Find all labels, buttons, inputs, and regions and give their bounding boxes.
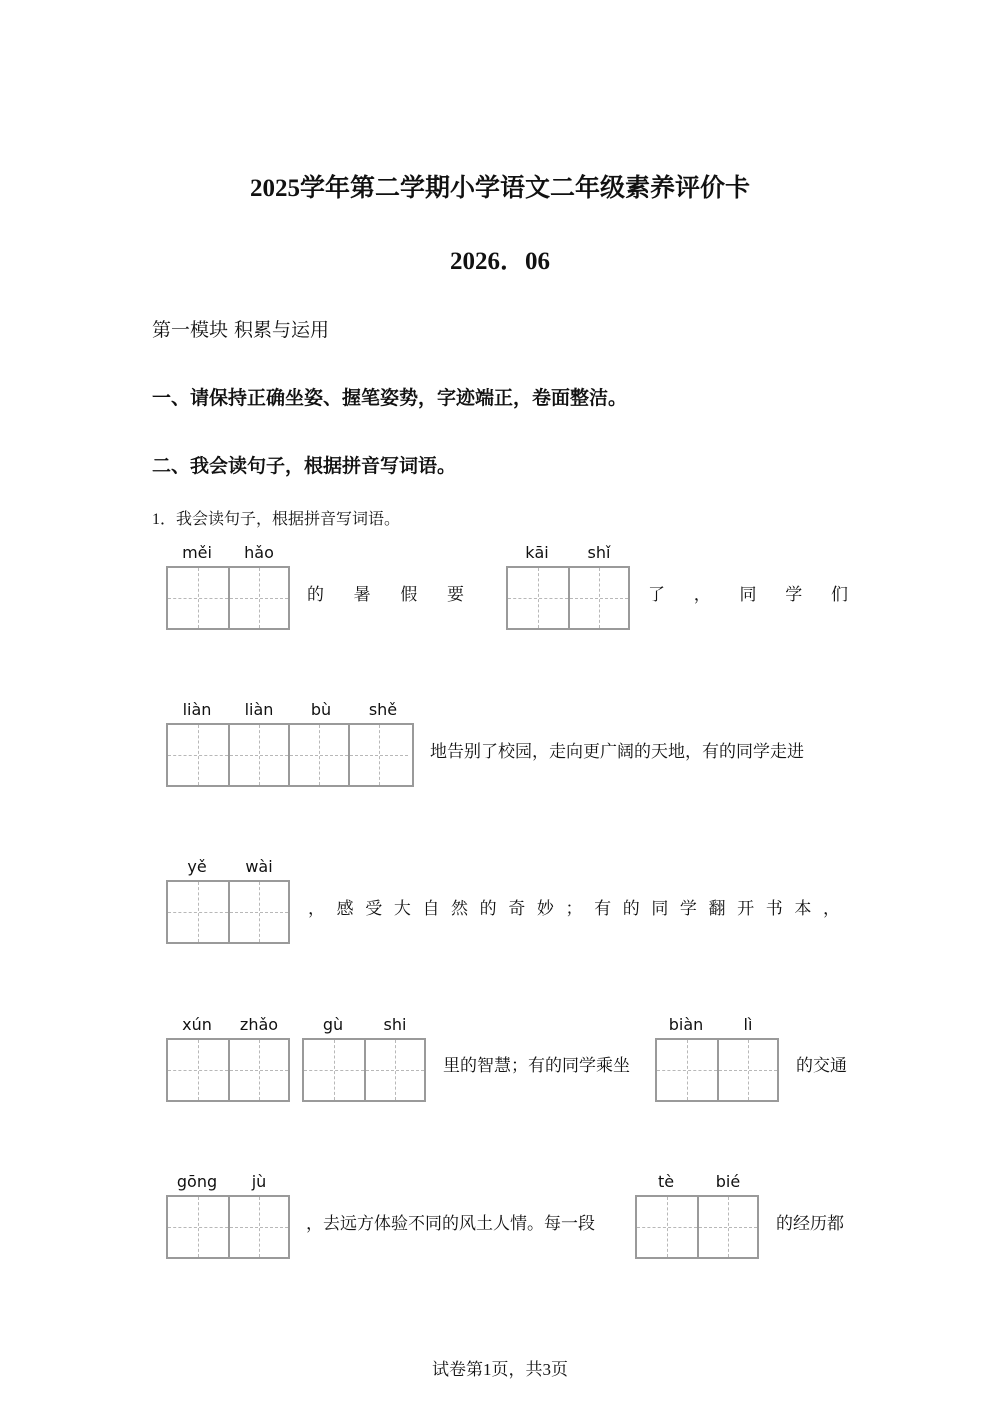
question-number: 1．	[152, 511, 177, 528]
text-char: 要	[446, 585, 464, 605]
pinyin-label: shi	[383, 1015, 407, 1034]
text-char: 暑	[353, 585, 371, 605]
text-char: 翻	[708, 899, 726, 919]
pinyin-label: liàn	[244, 700, 274, 719]
writing-box[interactable]	[228, 882, 288, 942]
writing-box[interactable]	[717, 1040, 777, 1100]
module-heading: 第一模块 积累与运用	[152, 319, 330, 341]
word-group-bianli	[655, 1015, 779, 1102]
question-text: 我会读句子，根据拼音写词语。	[176, 509, 401, 528]
word-group-xunzhao	[166, 1015, 290, 1102]
page-footer: 试卷第1页，共3页	[432, 1360, 568, 1379]
text-char: 的	[307, 585, 324, 605]
writing-box[interactable]	[168, 568, 228, 628]
section-1-heading: 一、请保持正确坐姿、握笔姿势，字迹端正，卷面整洁。	[152, 387, 628, 409]
sentence-text-row2: 地告别了校园，走向更广阔的天地，有的同学走进	[430, 742, 804, 762]
text-char: 妙	[536, 899, 554, 919]
pinyin-label: hǎo	[244, 543, 274, 562]
pinyin-label: tè	[657, 1172, 675, 1191]
text-char: 开	[737, 899, 755, 919]
text-char: 了	[648, 585, 665, 605]
text-char: 的	[479, 899, 497, 919]
writing-box[interactable]	[637, 1197, 697, 1257]
text-char: 然	[451, 899, 469, 919]
text-char: 大	[393, 899, 411, 919]
writing-box[interactable]	[168, 1040, 228, 1100]
text-char: 有	[594, 899, 612, 919]
writing-box[interactable]	[288, 725, 348, 785]
pinyin-label: liàn	[182, 700, 212, 719]
sentence-text-row5-b: 的经历都	[776, 1214, 844, 1234]
word-group-gushi	[302, 1015, 426, 1102]
sentence-text-row4-a: 里的智慧；有的同学乘坐	[443, 1056, 630, 1076]
sentence-text-row4-b: 的交通	[796, 1056, 847, 1076]
writing-box[interactable]	[168, 725, 228, 785]
pinyin-label: zhǎo	[239, 1015, 279, 1034]
question-1-prompt	[152, 506, 400, 529]
text-char: 学	[679, 899, 697, 919]
pinyin-label: shǐ	[587, 543, 611, 562]
writing-box[interactable]	[508, 568, 568, 628]
writing-box[interactable]	[364, 1040, 424, 1100]
pinyin-label: biàn	[668, 1015, 704, 1034]
writing-box[interactable]	[657, 1040, 717, 1100]
writing-box[interactable]	[304, 1040, 364, 1100]
pinyin-label: wài	[245, 857, 273, 876]
sentence-text-row5-a: ，去远方体验不同的风土人情。每一段	[306, 1214, 595, 1234]
pinyin-label: měi	[182, 543, 212, 562]
word-group-meihao	[166, 543, 290, 630]
sentence-text-row3	[308, 899, 840, 919]
sentence-text-row1-a	[307, 585, 464, 605]
text-char: 学	[785, 585, 803, 605]
text-char: ，	[822, 899, 840, 919]
pinyin-label: gù	[322, 1015, 344, 1034]
word-group-gongju	[166, 1172, 290, 1259]
pinyin-label: kāi	[525, 543, 549, 562]
writing-box[interactable]	[348, 725, 408, 785]
exam-date: 2026．06	[449, 248, 550, 275]
word-group-yewai	[166, 857, 290, 944]
writing-box[interactable]	[228, 1197, 288, 1257]
section-2-heading: 二、我会读句子，根据拼音写词语。	[152, 455, 457, 477]
pinyin-label: shě	[368, 700, 398, 719]
text-char: 同	[739, 585, 757, 605]
pinyin-label: jù	[251, 1172, 267, 1191]
text-char: 感	[336, 899, 354, 919]
word-group-kaishi	[506, 543, 630, 630]
pinyin-label: xún	[182, 1015, 212, 1034]
text-char: 们	[831, 585, 848, 605]
writing-box[interactable]	[228, 568, 288, 628]
text-char: 的	[622, 899, 640, 919]
text-char: 受	[365, 899, 383, 919]
word-group-tebie	[635, 1172, 759, 1259]
writing-box[interactable]	[697, 1197, 757, 1257]
pinyin-label: lì	[743, 1015, 753, 1034]
writing-box[interactable]	[168, 882, 228, 942]
writing-box[interactable]	[228, 1040, 288, 1100]
pinyin-label: yě	[187, 857, 207, 876]
text-char: 本	[794, 899, 812, 919]
pinyin-label: gōng	[176, 1172, 218, 1191]
pinyin-label: bié	[715, 1172, 741, 1191]
pinyin-label: bù	[310, 700, 332, 719]
text-char: 假	[400, 585, 418, 605]
page-title: 2025学年第二学期小学语文二年级素养评价卡	[249, 175, 750, 202]
text-char: ，	[693, 585, 711, 605]
text-char: 同	[651, 899, 669, 919]
word-group-lianlianbushe	[166, 700, 414, 787]
text-char: 奇	[508, 899, 526, 919]
text-char: 自	[422, 899, 440, 919]
writing-box[interactable]	[168, 1197, 228, 1257]
writing-box[interactable]	[228, 725, 288, 785]
text-char: ；	[565, 899, 583, 919]
sentence-text-row1-b	[648, 585, 848, 605]
text-char: ，	[308, 899, 325, 919]
text-char: 书	[765, 899, 783, 919]
writing-box[interactable]	[568, 568, 628, 628]
